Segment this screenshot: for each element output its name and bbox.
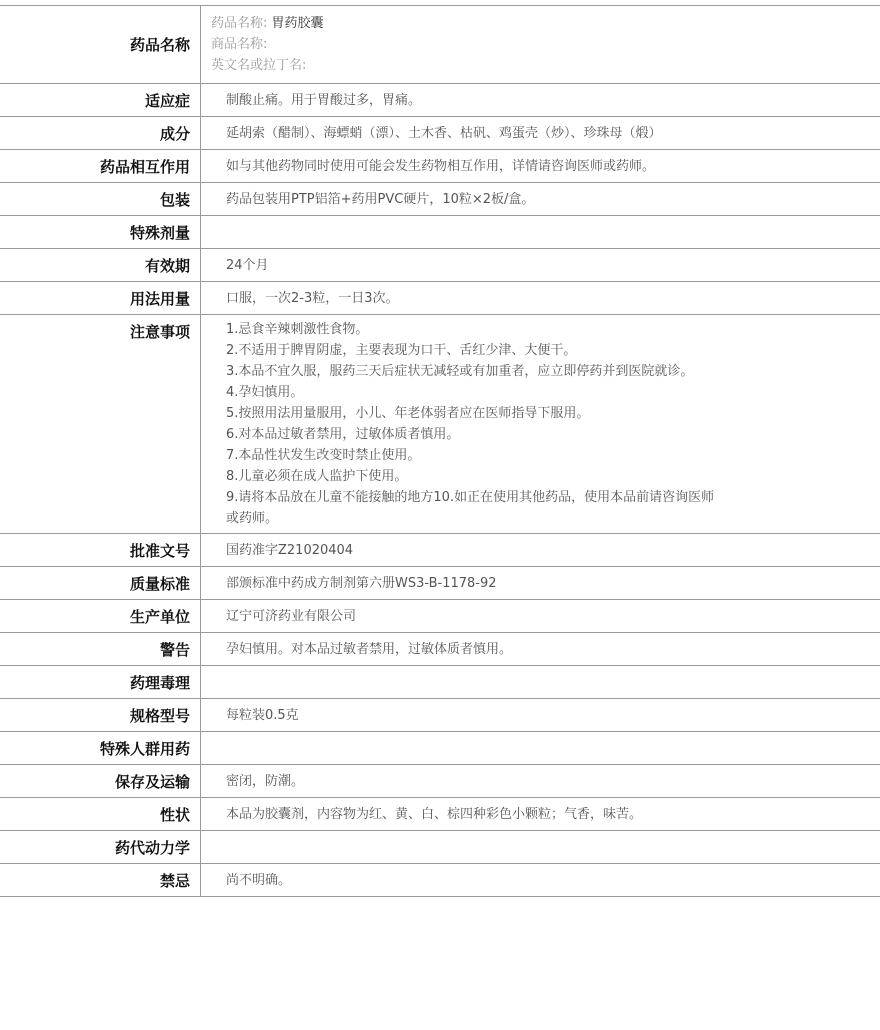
row-drug-name — [0, 6, 880, 84]
label-appearance: 性状 — [0, 798, 201, 831]
trade-name-line — [211, 34, 880, 55]
label-special-groups: 特殊人群用药 — [0, 732, 201, 765]
row-contraindication — [0, 864, 880, 897]
label-usage: 用法用量 — [0, 282, 201, 315]
trade-name-key: 商品名称: — [211, 37, 268, 52]
precaution-line: 5.按照用法用量服用，小儿、年老体弱者应在医师指导下服用。 — [226, 406, 590, 421]
row-indication — [0, 84, 880, 117]
precaution-line: 或药师。 — [226, 511, 279, 526]
row-packaging — [0, 183, 880, 216]
precaution-line: 6.对本品过敏者禁用，过敏体质者慎用。 — [226, 427, 460, 442]
label-ingredients: 成分 — [0, 117, 201, 150]
drug-info-table — [0, 5, 880, 897]
row-ingredients — [0, 117, 880, 150]
generic-name-value: 胃药胶囊 — [271, 16, 324, 31]
label-drug-name: 药品名称 — [0, 6, 201, 84]
value-special-dose — [201, 216, 880, 249]
value-manufacturer: 辽宁可济药业有限公司 — [201, 600, 880, 633]
row-interaction — [0, 150, 880, 183]
row-storage — [0, 765, 880, 798]
row-manufacturer — [0, 600, 880, 633]
row-usage — [0, 282, 880, 315]
value-usage: 口服，一次2-3粒，一日3次。 — [201, 282, 880, 315]
precaution-line: 9.请将本品放在儿童不能接触的地方10.如正在使用其他药品，使用本品前请咨询医师 — [226, 490, 715, 505]
row-appearance — [0, 798, 880, 831]
value-toxicology — [201, 666, 880, 699]
label-manufacturer: 生产单位 — [0, 600, 201, 633]
row-warning — [0, 633, 880, 666]
value-drug-name — [201, 6, 880, 84]
latin-name-line — [211, 55, 880, 76]
label-packaging: 包装 — [0, 183, 201, 216]
value-standard: 部颁标准中药成方制剂第六册WS3-B-1178-92 — [201, 567, 880, 600]
precaution-line: 2.不适用于脾胃阴虚，主要表现为口干、舌红少津、大便干。 — [226, 343, 577, 358]
value-packaging: 药品包装用PTP铝箔+药用PVC硬片，10粒×2板/盒。 — [201, 183, 880, 216]
value-special-groups — [201, 732, 880, 765]
label-spec: 规格型号 — [0, 699, 201, 732]
row-spec — [0, 699, 880, 732]
row-precautions — [0, 315, 880, 534]
row-special-dose — [0, 216, 880, 249]
row-approval — [0, 534, 880, 567]
value-precautions — [201, 315, 880, 534]
value-storage: 密闭，防潮。 — [201, 765, 880, 798]
value-indication: 制酸止痛。用于胃酸过多，胃痛。 — [201, 84, 880, 117]
label-warning: 警告 — [0, 633, 201, 666]
label-interaction: 药品相互作用 — [0, 150, 201, 183]
row-validity — [0, 249, 880, 282]
precaution-line: 8.儿童必须在成人监护下使用。 — [226, 469, 408, 484]
value-approval: 国药准字Z21020404 — [201, 534, 880, 567]
label-toxicology: 药理毒理 — [0, 666, 201, 699]
row-pharmacokinetics — [0, 831, 880, 864]
value-contraindication: 尚不明确。 — [201, 864, 880, 897]
value-interaction: 如与其他药物同时使用可能会发生药物相互作用，详情请咨询医师或药师。 — [201, 150, 880, 183]
precaution-line: 1.忌食辛辣刺激性食物。 — [226, 322, 369, 337]
value-warning: 孕妇慎用。对本品过敏者禁用，过敏体质者慎用。 — [201, 633, 880, 666]
value-appearance: 本品为胶囊剂，内容物为红、黄、白、棕四种彩色小颗粒；气香，味苦。 — [201, 798, 880, 831]
label-pharmacokinetics: 药代动力学 — [0, 831, 201, 864]
generic-name-line — [211, 13, 880, 34]
row-toxicology — [0, 666, 880, 699]
label-indication: 适应症 — [0, 84, 201, 117]
precaution-line: 7.本品性状发生改变时禁止使用。 — [226, 448, 421, 463]
generic-name-key: 药品名称: — [211, 16, 268, 31]
value-spec: 每粒装0.5克 — [201, 699, 880, 732]
latin-name-key: 英文名或拉丁名: — [211, 58, 307, 73]
label-standard: 质量标准 — [0, 567, 201, 600]
row-standard — [0, 567, 880, 600]
label-approval: 批准文号 — [0, 534, 201, 567]
label-contraindication: 禁忌 — [0, 864, 201, 897]
value-ingredients: 延胡索（醋制）、海螵蛸（漂）、土木香、枯矾、鸡蛋壳（炒）、珍珠母（煅） — [201, 117, 880, 150]
value-validity: 24个月 — [201, 249, 880, 282]
label-validity: 有效期 — [0, 249, 201, 282]
precaution-line: 4.孕妇慎用。 — [226, 385, 304, 400]
precaution-line: 3.本品不宜久服，服药三天后症状无减轻或有加重者，应立即停药并到医院就诊。 — [226, 364, 694, 379]
label-precautions: 注意事项 — [0, 315, 201, 534]
label-special-dose: 特殊剂量 — [0, 216, 201, 249]
value-pharmacokinetics — [201, 831, 880, 864]
label-storage: 保存及运输 — [0, 765, 201, 798]
row-special-groups — [0, 732, 880, 765]
